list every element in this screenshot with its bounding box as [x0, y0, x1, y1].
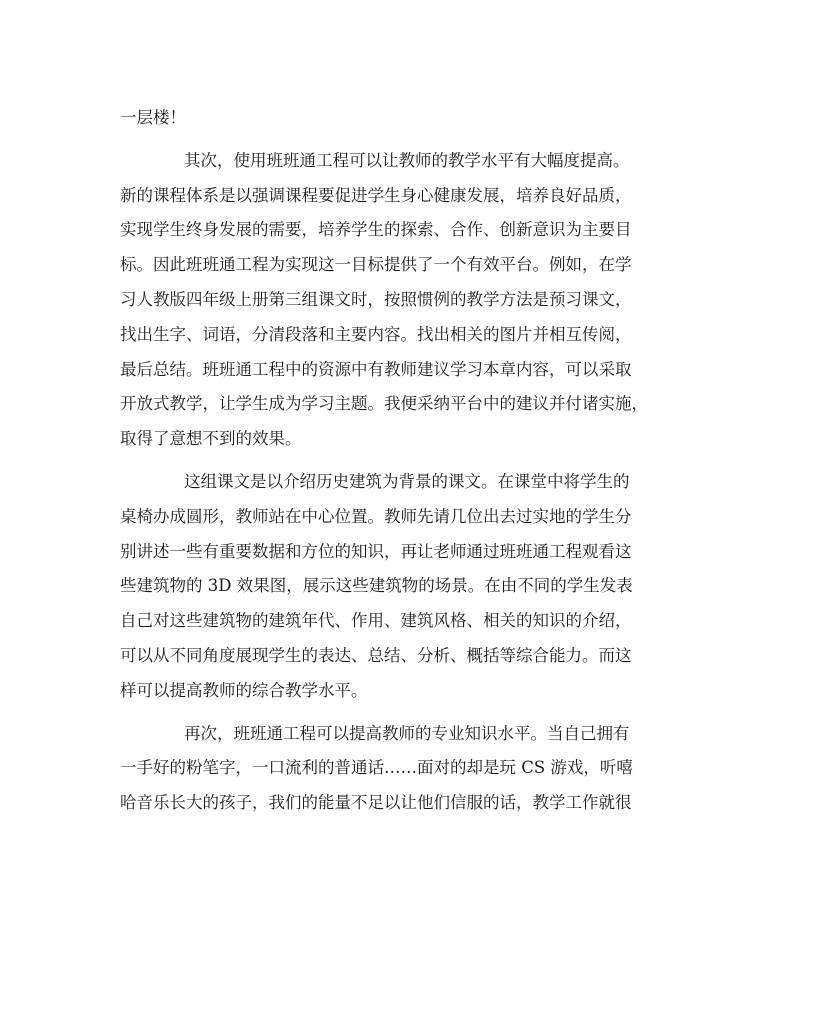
text-line: 别讲述一些有重要数据和方位的知识，再让老师通过班班通工程观看这	[120, 541, 632, 561]
text-line: 开放式教学，让学生成为学习主题。我便采纳平台中的建议并付诸实施，	[120, 394, 648, 414]
paragraph-gap	[120, 136, 700, 144]
text-line: 样可以提高教师的综合教学水平。	[120, 680, 368, 700]
text-line: 新的课程体系是以强调课程要促进学生身心健康发展，培养良好品质，	[120, 185, 632, 205]
text-line: 桌椅办成圆形，教师站在中心位置。教师先请几位出去过实地的学生分	[120, 506, 632, 526]
text-line: 找出生字、词语，分清段落和主要内容。找出相关的图片并相互传阅，	[120, 324, 632, 344]
text-line: 一手好的粉笔字，一口流利的普通话……面对的却是玩 CS 游戏，听嘻	[120, 758, 633, 778]
text-line: 一层楼！	[120, 108, 186, 127]
text-line: 可以从不同角度展现学生的表达、总结、分析、概括等综合能力。而这	[120, 645, 632, 665]
text-line: 实现学生终身发展的需要，培养学生的探索、合作、创新意识为主要目	[120, 220, 632, 240]
paragraph-gap	[120, 709, 700, 717]
text-line: 再次，班班通工程可以提高教师的专业知识水平。当自己拥有	[184, 723, 630, 743]
text-line: 哈音乐长大的孩子，我们的能量不足以让他们信服的话，教学工作就很	[120, 793, 632, 813]
text-line: 自己对这些建筑物的建筑年代、作用、建筑风格、相关的知识的介绍，	[120, 611, 632, 631]
text-line: 些建筑物的 3D 效果图，展示这些建筑物的场景。在由不同的学生发表	[120, 576, 633, 596]
text-line: 其次，使用班班通工程可以让教师的教学水平有大幅度提高。	[184, 150, 630, 170]
text-line: 最后总结。班班通工程中的资源中有教师建议学习本章内容，可以采取	[120, 359, 632, 379]
paragraph-gap	[120, 457, 700, 465]
document-body	[120, 101, 700, 821]
text-line: 标。因此班班通工程为实现这一目标提供了一个有效平台。例如，在学	[120, 255, 632, 275]
text-line: 取得了意想不到的效果。	[120, 429, 302, 449]
text-line: 习人教版四年级上册第三组课文时，按照惯例的教学方法是预习课文，	[120, 289, 632, 309]
text-line: 这组课文是以介绍历史建筑为背景的课文。在课堂中将学生的	[184, 471, 630, 491]
